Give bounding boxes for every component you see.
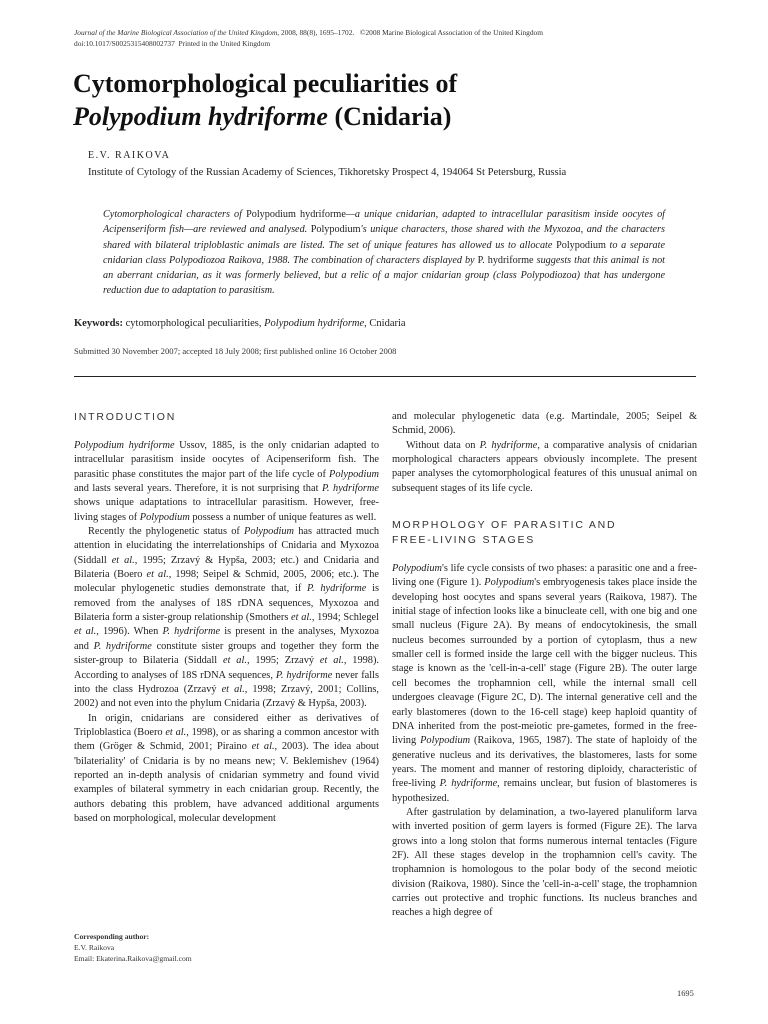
heading-line: FREE-LIVING STAGES (392, 534, 536, 547)
et-al: et al. (291, 612, 312, 624)
journal-header (74, 27, 714, 49)
corresponding-author-email[interactable]: Email: Ekaterina.Raikova@gmail.com (74, 954, 192, 963)
keywords-text: cytomorphological peculiarities, (123, 318, 265, 329)
paragraph-text: , a comparative analysis of cnidarian morphological characters appears obviously incomplete. The present paper analyses the cytomorphological features of this unusual animal on subsequent stages of its life cycle. (392, 439, 698, 494)
paragraph-text: constitute sister groups and together they form the sister-group to Bilateria (Siddall (74, 640, 379, 667)
paragraph-text: , 2003). The idea about 'bilateriality' of Cnidaria is by no means new; V. Beklemishev (1964) reported an in-depth analysis of cnidarian symmetry and found vivid examples of bilateral symmetry in each cnidarian group. Recently, the authors debating this problem, have advanced additional arguments based on morphological, molecular development (74, 741, 379, 824)
species-name: P. hydriforme (275, 669, 333, 681)
corresponding-author-name: E.V. Raikova (74, 943, 115, 952)
printed-in: Printed in the United Kingdom (178, 39, 271, 48)
species-name: P. hydriforme (321, 483, 379, 495)
abstract-text: 's unique characters, those shared with the Myxozoa, and the characters shared with bilateral triploblastic animals are listed. The set of unique features has allowed us to allocate (103, 224, 665, 251)
paragraph-text: , 1998; Zrzavý, 2001; Collins, 2002) and not even into the phylum Cnidaria (Zrzavý & Hypša, 2003). (74, 683, 379, 710)
paragraph-text: , 1996). When (96, 626, 163, 638)
corresponding-author (74, 931, 192, 964)
heading-line: MORPHOLOGY OF PARASITIC AND (392, 519, 617, 532)
paragraph-text: , 1994; Schlegel (311, 612, 379, 624)
paragraph-text: possess a number of unique features as well. (189, 511, 377, 523)
abstract-text: to a separate cnidarian class Polypodiozoa Raikova, 1988. The combination of characters displayed by (103, 239, 665, 266)
author-affiliation: Institute of Cytology of the Russian Academy of Sciences, Tikhoretsky Prospect 4, 194064 St Petersburg, Russia (88, 167, 567, 178)
species-name: Polypodium (392, 563, 442, 575)
title-line-1: Cytomorphological peculiarities of (73, 69, 458, 98)
species-name: Polypodium (139, 511, 190, 523)
paragraph-text: , 1998). According to analyses of 18S rDNA sequences, (74, 655, 380, 681)
paragraph-text: never falls into the class Hydrozoa (Zrzavý (74, 669, 380, 695)
horizontal-rule (74, 376, 696, 377)
et-al: et al. (111, 554, 135, 566)
abstract-species: Polypodium (556, 239, 606, 251)
section-heading-introduction: INTRODUCTION (74, 411, 177, 423)
corresponding-author-label: Corresponding author: (74, 932, 150, 941)
species-name: Polypodium (420, 735, 471, 747)
abstract-text: suggests that this animal is not an aberrant cnidarian, as it was formerly believed, but a relic of a major cnidarian group (class Polypodiozoa) that has undergone reduction due to adaptation to parasitism. (103, 254, 665, 297)
paragraph-text: and lasts several years. Therefore, it is not surprising that (74, 483, 322, 495)
paragraph (392, 439, 697, 496)
keywords-species: Polypodium hydriforme (264, 318, 365, 329)
abstract-text: Cytomorphological characters of (103, 209, 247, 220)
paragraph: and molecular phylogenetic data (e.g. Martindale, 2005; Seipel & Schmid, 2006). (392, 411, 697, 437)
paragraph-text: is present in the analyses, Myxozoa and (74, 626, 380, 652)
et-al: et al. (222, 655, 247, 667)
paragraph-text: is removed from the analyses of 18S rDNA sequences, Myxozoa and Bilateria form a sister-group relationship (Smothers (74, 583, 379, 624)
et-al: et al. (165, 726, 187, 738)
submission-dates: Submitted 30 November 2007; accepted 18 July 2008; first published online 16 October 2008 (74, 346, 397, 356)
keywords (74, 318, 406, 329)
paragraph-text: shows unique adaptations to intracellular parasitism. However, free-living stages of (74, 497, 379, 523)
paragraph: After gastrulation by delamination, a two-layered planuliform larva with inverted position of germ layers is formed (Figure 2E). The larva grows into a long stolon that forms numerous internal tentacles (Figure 2F). All these stages develop in the trophamnion cell's cavity. The trophamnion is homologous to the polar body of the second meiotic division (Raikova, 1980). Since the 'cell-in-a-cell' stage, the trophamnion carries out protective and trophic functions. Its nucleus branches and reaches a high degree of (392, 806, 697, 919)
species-name: P. hydriforme (162, 626, 221, 638)
paragraph-text: Without data on (406, 439, 480, 451)
species-name: P. hydriforme (307, 583, 367, 595)
doi-link[interactable]: doi:10.1017/S0025315408002737 (74, 39, 175, 48)
section-spacer (392, 496, 697, 518)
journal-name[interactable]: Journal of the Marine Biological Association of the United Kingdom (74, 28, 278, 37)
paragraph (392, 562, 697, 806)
paragraph-text: , 1998), or as sharing a common ancestor with them (Gröger & Schmid, 2001; Piraino (74, 726, 379, 753)
keywords-text: , Cnidaria (364, 318, 406, 329)
left-column (74, 410, 379, 826)
abstract-species: Polypodium hydriforme (246, 209, 346, 220)
paragraph-text: Recently the phylogenetic status of (88, 526, 245, 538)
et-al: et al. (319, 655, 344, 667)
paragraph (74, 525, 379, 711)
paragraph-text: (Raikova, 1965, 1987). The state of haploidy of the generative nucleus and its derivatives, the blastomeres, lasts for some years. The moment and manner of restoring diploidy, characteristic of free-living (392, 735, 697, 790)
paragraph-text: , 1995; Zrzavý (246, 655, 320, 667)
article-title (73, 67, 713, 133)
species-name: Polypodium hydriforme (74, 440, 175, 451)
section-heading-morphology (392, 518, 697, 548)
abstract (103, 207, 665, 299)
abstract-species: Polypodium (310, 224, 361, 236)
keywords-label: Keywords: (74, 318, 123, 329)
journal-citation-line (74, 27, 714, 38)
abstract-species: P. hydriforme (477, 254, 534, 266)
paragraph-text: , 1998; Seipel & Schmid, 2005, 2006; etc.). The molecular phylogenetic studies demonstrate that, if (74, 569, 379, 595)
paragraph-text: , 1995; Zrzavý & Hypša, 2003; etc.) and Cnidaria and Bilateria (Boero (74, 554, 380, 581)
species-name: Polypodium (484, 577, 535, 589)
copyright-notice: ©2008 Marine Biological Association of the United Kingdom (359, 28, 543, 37)
paragraph-text: 's embryogenesis takes place inside the developing host oocytes and spans several years (Raikova, 1987). The initial stage of infection looks like a binucleate cell, with one big and one small nucleus (Figure 2A). By means of endocytokinesis, the small nucleus becomes surrounded by a portion of cytoplasm, thus a new smaller cell is formed inside the large cell with the bigger nucleus. This stage is known as the 'cell-in-a-cell' stage (Figure 2B). The outer large cell becomes the trophamnion cell, while the internal small cell undergoes cleavage (Figure 2C, D). The internal generative cell and the early blastomeres (down to the 16-cell stage) keep haploid quantity of DNA inherited from the post-meiotic pre-gametes, formed in the free-living (392, 577, 697, 747)
paragraph-text: has attracted much attention in elucidating the interrelationships of Cnidaria and Myxozoa (Siddall (74, 526, 379, 566)
paragraph-text: , remains unclear, but fusion of blastomeres is hypothesized. (392, 778, 697, 804)
paragraph-text: 's life cycle consists of two phases: a parasitic one and a free-living one (Figure 1). (392, 563, 697, 589)
title-species: Polypodium hydriforme (73, 102, 328, 131)
doi-line (74, 38, 714, 49)
paragraph-text: Ussov, 1885, is the only cnidarian adapted to intracellular parasitism inside oocytes of Acipenseriform fish. The parasitic phase constitutes the major part of the life cycle of (74, 440, 379, 480)
paragraph-text: In origin, cnidarians are considered either as derivatives of Triploblastica (Boero (74, 712, 379, 738)
species-name: P. hydriforme (439, 778, 498, 790)
et-al: et al. (251, 741, 275, 753)
species-name: P. hydriforme (479, 439, 538, 451)
paragraph (74, 439, 379, 525)
author-name[interactable]: E.V. RAIKOVA (88, 150, 171, 161)
paragraph (74, 712, 379, 827)
abstract-text: —a unique cnidarian, adapted to intracellular parasitism inside oocytes of Acipenseriform fish—are reviewed and analysed. (103, 209, 665, 236)
et-al: et al. (221, 683, 245, 695)
title-group: (Cnidaria) (327, 102, 452, 131)
species-name: Polypodium (244, 526, 295, 538)
et-al: et al. (74, 626, 97, 638)
right-column (392, 410, 697, 921)
et-al: et al. (146, 569, 169, 581)
species-name: P. hydriforme (93, 640, 152, 652)
journal-citation: , 2008, 88(8), 1695–1702. (277, 28, 355, 37)
page-number: 1695 (677, 989, 694, 998)
species-name: Polypodium (329, 468, 379, 480)
